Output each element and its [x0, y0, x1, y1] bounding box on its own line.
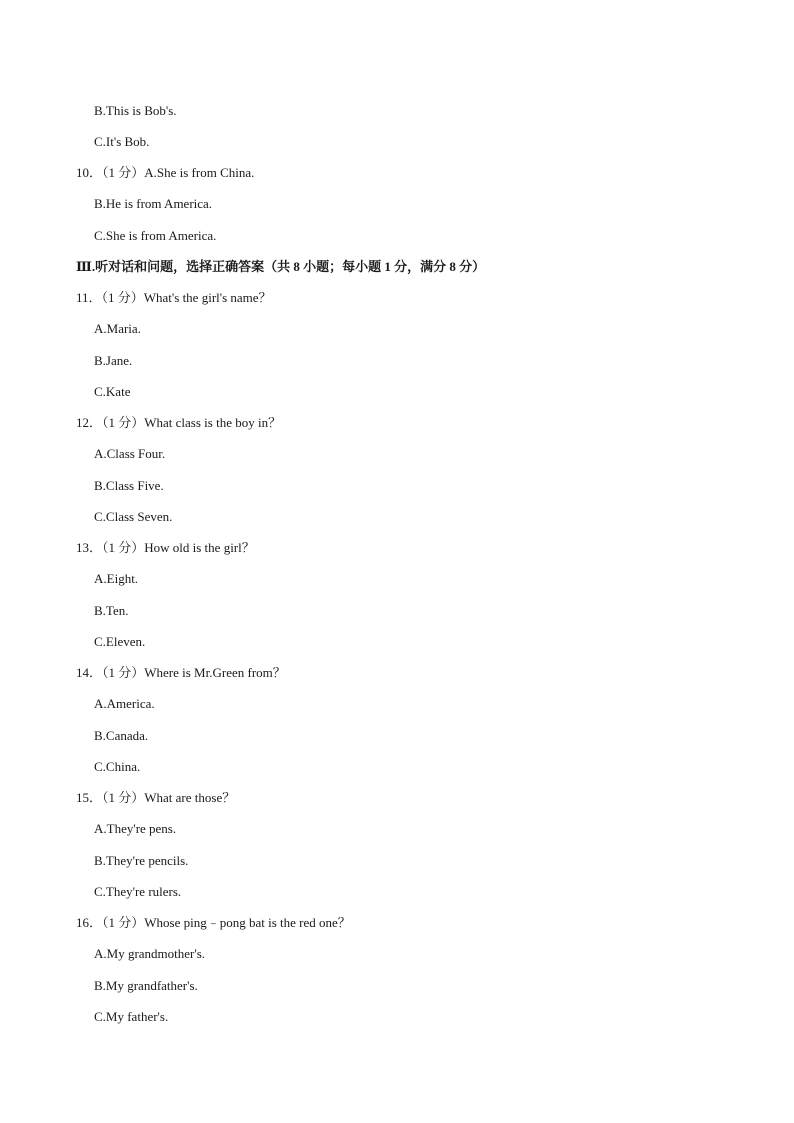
- question-13: 13．（1 分）How old is the girl？: [76, 540, 255, 555]
- option-11b: B.Jane.: [94, 353, 133, 368]
- option-10c: C.She is from America.: [94, 228, 217, 243]
- option-14b: B.Canada.: [94, 728, 149, 743]
- question-15: 15．（1 分）What are those？: [76, 790, 236, 805]
- option-12a: A.Class Four.: [94, 446, 166, 461]
- option-15b: B.They're pencils.: [94, 853, 189, 868]
- question-16: 16．（1 分）Whose ping﹣pong bat is the red one？: [76, 915, 351, 930]
- option-9c: C.It's Bob.: [94, 134, 150, 149]
- option-15a: A.They're pens.: [94, 821, 177, 836]
- option-14a: A.America.: [94, 696, 155, 711]
- option-16b: B.My grandfather's.: [94, 978, 198, 993]
- option-15c: C.They're rulers.: [94, 884, 182, 899]
- option-13b: B.Ten.: [94, 603, 129, 618]
- question-11: 11．（1 分）What's the girl's name？: [76, 290, 272, 305]
- option-13c: C.Eleven.: [94, 634, 146, 649]
- option-10b: B.He is from America.: [94, 196, 213, 211]
- option-9b: B.This is Bob's.: [94, 103, 177, 118]
- option-13a: A.Eight.: [94, 571, 139, 586]
- option-16a: A.My grandmother's.: [94, 946, 206, 961]
- question-12: 12．（1 分）What class is the boy in？: [76, 415, 282, 430]
- question-10: 10．（1 分）A.She is from China.: [76, 165, 255, 180]
- option-12c: C.Class Seven.: [94, 509, 173, 524]
- option-14c: C.China.: [94, 759, 141, 774]
- question-14: 14．（1 分）Where is Mr.Green from？: [76, 665, 286, 680]
- option-12b: B.Class Five.: [94, 478, 164, 493]
- option-16c: C.My father's.: [94, 1009, 169, 1024]
- option-11a: A.Maria.: [94, 321, 141, 336]
- section-3-heading: Ⅲ.听对话和问题，选择正确答案（共 8 小题；每小题 1 分，满分 8 分）: [76, 259, 486, 274]
- option-11c: C.Kate: [94, 384, 131, 399]
